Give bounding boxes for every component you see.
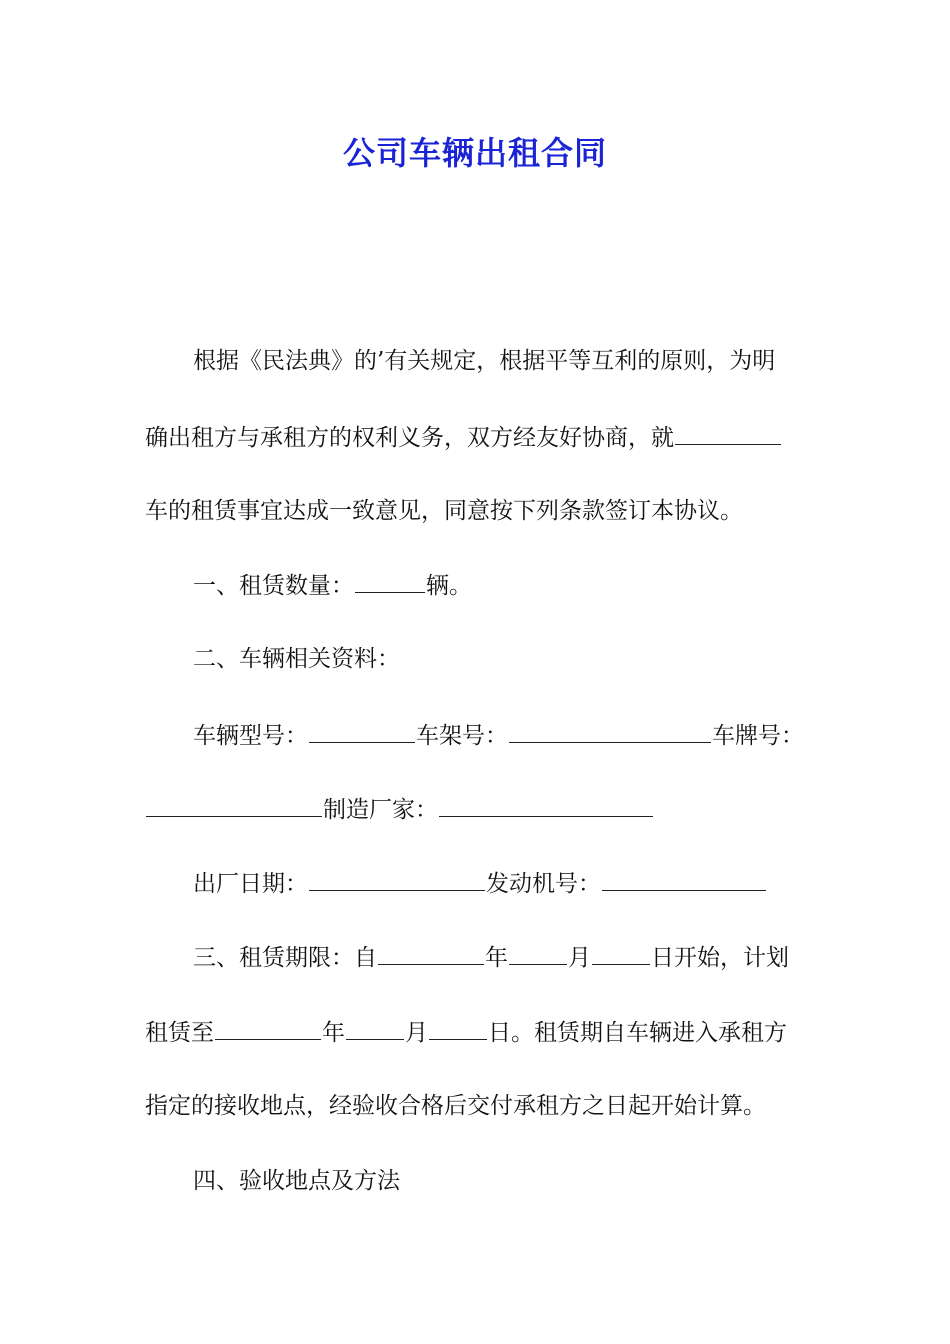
start-year-label: 年 (485, 945, 508, 971)
end-month-label: 月 (405, 1020, 428, 1046)
start-month-blank[interactable] (509, 940, 567, 965)
intro-line-1: 根据《民法典》的’有关规定，根据平等互利的原则，为明 (193, 348, 776, 374)
quantity-label: 一、租赁数量： (193, 573, 354, 599)
date-blank[interactable] (309, 866, 485, 891)
start-year-blank[interactable] (378, 940, 484, 965)
clause-2-heading: 二、车辆相关资料： (193, 646, 400, 672)
maker-label: 制造厂家： (323, 797, 438, 823)
clause-4-heading: 四、验收地点及方法 (193, 1168, 400, 1194)
term-label: 三、租赁期限：自 (193, 945, 377, 971)
engine-label: 发动机号： (486, 871, 601, 897)
quantity-unit: 辆。 (426, 573, 472, 599)
frame-blank[interactable] (509, 718, 711, 743)
clause-3-line-1 (193, 940, 863, 974)
start-day-label: 日开始，计划 (651, 945, 789, 971)
start-month-label: 月 (568, 945, 591, 971)
vehicle-type-blank[interactable] (675, 420, 781, 445)
clause-1-line (193, 568, 863, 602)
model-label: 车辆型号： (193, 723, 308, 749)
end-year-label: 年 (322, 1020, 345, 1046)
plate-label: 车牌号： (712, 723, 804, 749)
clause-3-line-2 (145, 1015, 815, 1049)
model-blank[interactable] (309, 718, 415, 743)
intro-line-2 (145, 420, 815, 454)
start-day-blank[interactable] (592, 940, 650, 965)
vehicle-info-line-3 (193, 866, 863, 900)
end-month-blank[interactable] (346, 1015, 404, 1040)
intro-line-2-text: 确出租方与承租方的权利义务，双方经友好协商，就 (145, 425, 674, 451)
quantity-blank[interactable] (355, 568, 425, 593)
date-label: 出厂日期： (193, 871, 308, 897)
clause-3-line-3: 指定的接收地点，经验收合格后交付承租方之日起开始计算。 (145, 1093, 766, 1119)
end-year-blank[interactable] (215, 1015, 321, 1040)
frame-label: 车架号： (416, 723, 508, 749)
end-day-blank[interactable] (429, 1015, 487, 1040)
until-label: 租赁至 (145, 1020, 214, 1046)
plate-blank[interactable] (146, 792, 322, 817)
intro-line-3: 车的租赁事宜达成一致意见，同意按下列条款签订本协议。 (145, 498, 743, 524)
document-title: 公司车辆出租合同 (342, 134, 607, 172)
vehicle-info-line-1 (193, 718, 823, 752)
engine-blank[interactable] (602, 866, 766, 891)
end-day-label: 日。租赁期自车辆进入承租方 (488, 1020, 787, 1046)
maker-blank[interactable] (439, 792, 653, 817)
vehicle-info-line-2 (145, 792, 815, 826)
